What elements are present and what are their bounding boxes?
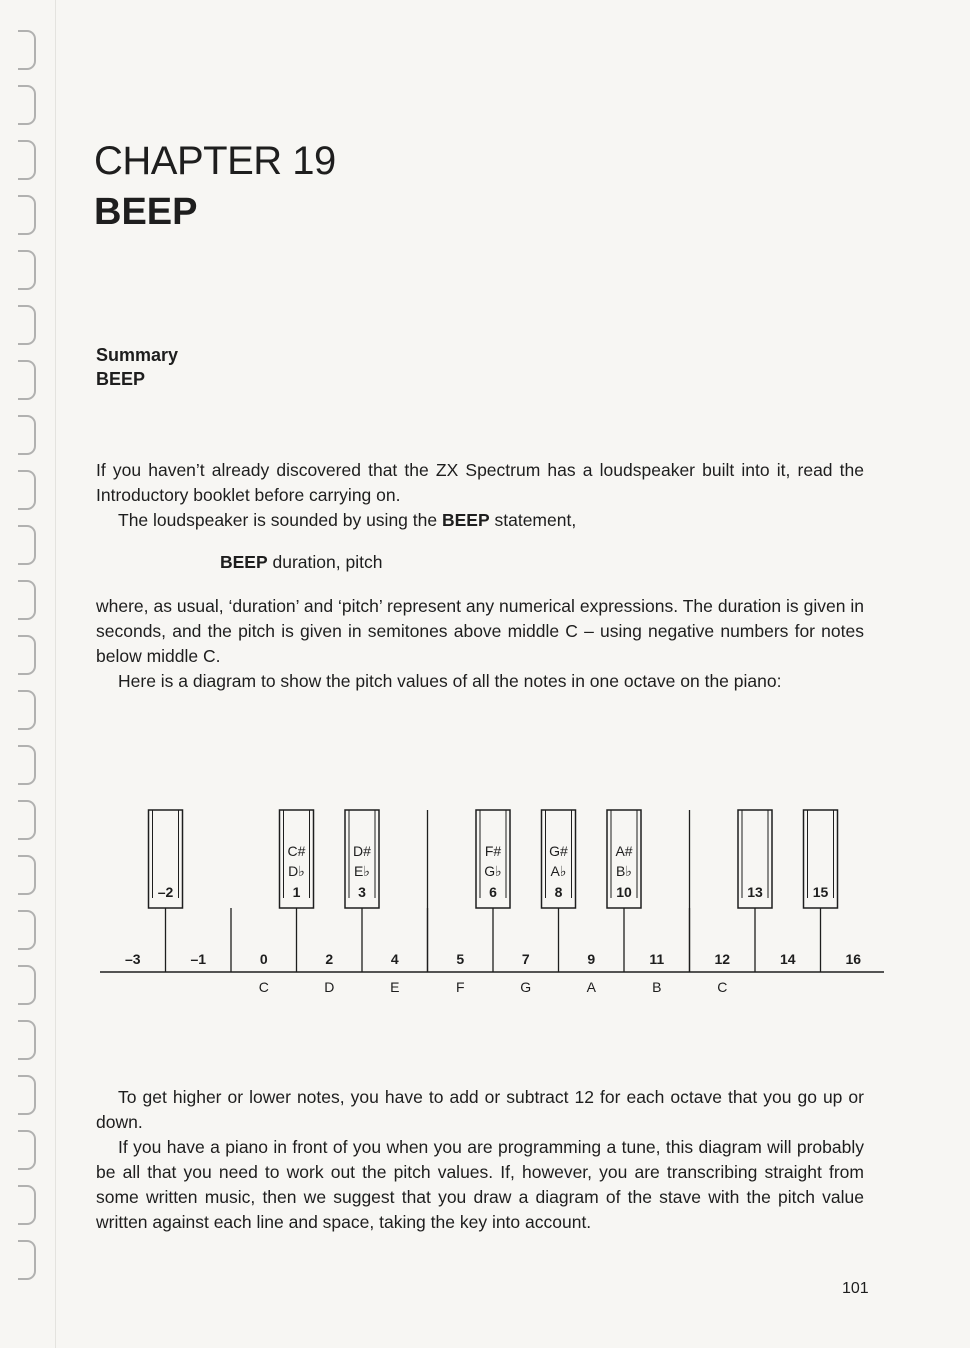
- binding-ring: [18, 690, 36, 730]
- white-key-pitch: 0: [259, 951, 268, 967]
- ring-binding: [8, 30, 48, 1330]
- white-key-note: E: [390, 979, 400, 995]
- beep-keyword: BEEP: [441, 510, 490, 530]
- white-key-note: C: [258, 979, 269, 995]
- binding-ring: [18, 1240, 36, 1280]
- white-key-note: B: [652, 979, 662, 995]
- binding-ring: [18, 745, 36, 785]
- paragraph-octaves: To get higher or lower notes, you have to add or subtract 12 for each octave that you go up or down.: [96, 1087, 864, 1132]
- paragraph-text: The loudspeaker is sounded by using the: [118, 510, 442, 530]
- black-key-pitch: 8: [554, 884, 563, 900]
- syntax-line: [220, 552, 382, 573]
- paragraph-stave-advice: If you have a piano in front of you when you are programming a tune, this diagram will probably be all that you need to work out the pitch values. If, however, you are transcribing straight from some written music, then we suggest that you draw a diagram of the stave with the pitch value written against each line and space, taking the key into account.: [96, 1137, 864, 1232]
- black-key-sharp-name: D#: [353, 843, 371, 859]
- black-key-pitch: 3: [358, 884, 366, 900]
- syntax-args: duration, pitch: [267, 552, 383, 572]
- white-key-pitch: –3: [124, 951, 141, 967]
- binding-ring: [18, 635, 36, 675]
- binding-ring: [18, 855, 36, 895]
- binding-ring: [18, 1130, 36, 1170]
- black-key-sharp-name: C#: [287, 843, 306, 859]
- white-key-pitch: 12: [714, 951, 731, 967]
- white-key-pitch: 5: [456, 951, 465, 967]
- binding-ring: [18, 1185, 36, 1225]
- paragraph-text: statement,: [489, 510, 577, 530]
- chapter-keyword: BEEP: [94, 191, 198, 233]
- binding-ring: [18, 470, 36, 510]
- binding-ring: [18, 360, 36, 400]
- binding-ring: [18, 800, 36, 840]
- black-key-pitch: –2: [157, 884, 174, 900]
- white-key-pitch: 4: [390, 951, 399, 967]
- binding-ring: [18, 965, 36, 1005]
- binding-ring: [18, 30, 36, 70]
- paragraph-intro: If you haven’t already discovered that the ZX Spectrum has a loudspeaker built into it, read the Introductory booklet before carrying on.: [96, 460, 864, 505]
- binding-ring: [18, 1020, 36, 1060]
- white-key-note: A: [586, 979, 596, 995]
- white-key-pitch: 16: [845, 951, 862, 967]
- white-key-note: G: [520, 979, 532, 995]
- black-key-pitch: 6: [489, 884, 497, 900]
- page-number: 101: [842, 1280, 869, 1297]
- binding-ring: [18, 910, 36, 950]
- binding-margin: [55, 0, 56, 1348]
- white-key-pitch: 14: [779, 951, 796, 967]
- black-key-pitch: 15: [812, 884, 829, 900]
- white-key-pitch: 7: [521, 951, 530, 967]
- black-key-sharp-name: F#: [484, 843, 502, 859]
- black-key-flat-name: A♭: [550, 863, 567, 879]
- white-key-pitch: 2: [325, 951, 334, 967]
- white-key-note: D: [324, 979, 335, 995]
- paragraph-beep-statement: [96, 508, 864, 533]
- black-key-pitch: 10: [616, 884, 632, 900]
- piano-svg: [94, 800, 884, 1010]
- summary-block: [96, 343, 178, 391]
- binding-ring: [18, 85, 36, 125]
- black-key-pitch: 13: [747, 884, 763, 900]
- white-key-pitch: –1: [190, 951, 207, 967]
- binding-ring: [18, 195, 36, 235]
- binding-ring: [18, 415, 36, 455]
- black-key-sharp-name: A#: [615, 843, 633, 859]
- syntax-keyword: BEEP: [220, 552, 268, 572]
- binding-ring: [18, 140, 36, 180]
- white-key-note: C: [717, 979, 728, 995]
- summary-heading: Summary: [96, 345, 179, 365]
- binding-ring: [18, 580, 36, 620]
- binding-ring: [18, 305, 36, 345]
- white-key-pitch: 11: [649, 951, 665, 967]
- chapter-title: CHAPTER 19: [94, 139, 336, 183]
- black-key-flat-name: D♭: [288, 863, 305, 879]
- white-key-note: F: [455, 979, 465, 995]
- white-key-pitch: 9: [587, 951, 596, 967]
- black-key-flat-name: B♭: [616, 863, 632, 879]
- piano-keyboard-diagram: [94, 800, 884, 1010]
- binding-ring: [18, 250, 36, 290]
- summary-item: BEEP: [96, 369, 146, 389]
- binding-ring: [18, 1075, 36, 1115]
- paragraph-duration-pitch: where, as usual, ‘duration’ and ‘pitch’ represent any numerical expressions. The duration is given in seconds, and the pitch is given in semitones above middle C – using negative numbers for notes below middle C.: [96, 596, 864, 666]
- black-key-pitch: 1: [292, 884, 301, 900]
- paragraph-diagram-intro: Here is a diagram to show the pitch values of all the notes in one octave on the piano:: [118, 671, 782, 691]
- binding-ring: [18, 525, 36, 565]
- black-key-sharp-name: G#: [549, 843, 568, 859]
- black-key-flat-name: E♭: [354, 863, 370, 879]
- black-key-flat-name: G♭: [484, 863, 502, 879]
